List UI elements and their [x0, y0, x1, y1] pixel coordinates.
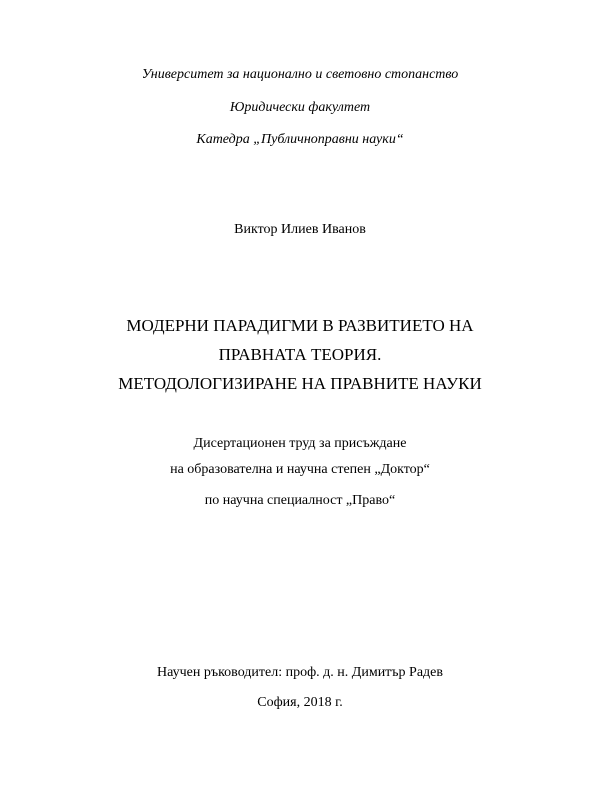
place-and-date: София, 2018 г. [257, 695, 343, 710]
author-name: Виктор Илиев Иванов [234, 222, 366, 237]
department-name: Катедра „Публичноправни науки“ [196, 132, 404, 147]
dissertation-line-2: на образователна и научна степен „Доктор“ [170, 462, 430, 477]
thesis-title-line-2: ПРАВНАТА ТЕОРИЯ. [218, 345, 382, 364]
dissertation-line-3: по научна специалност „Право“ [204, 493, 396, 508]
faculty-name: Юридически факултет [229, 100, 371, 115]
thesis-title-line-3: МЕТОДОЛОГИЗИРАНЕ НА ПРАВНИТЕ НАУКИ [118, 374, 482, 393]
dissertation-line-1: Дисертационен труд за присъждане [193, 436, 407, 451]
thesis-title-line-1: МОДЕРНИ ПАРАДИГМИ В РАЗВИТИЕТО НА [126, 316, 474, 335]
university-name: Университет за национално и световно стопанство [141, 67, 459, 82]
scientific-supervisor: Научен ръководител: проф. д. н. Димитър Радев [156, 665, 443, 680]
